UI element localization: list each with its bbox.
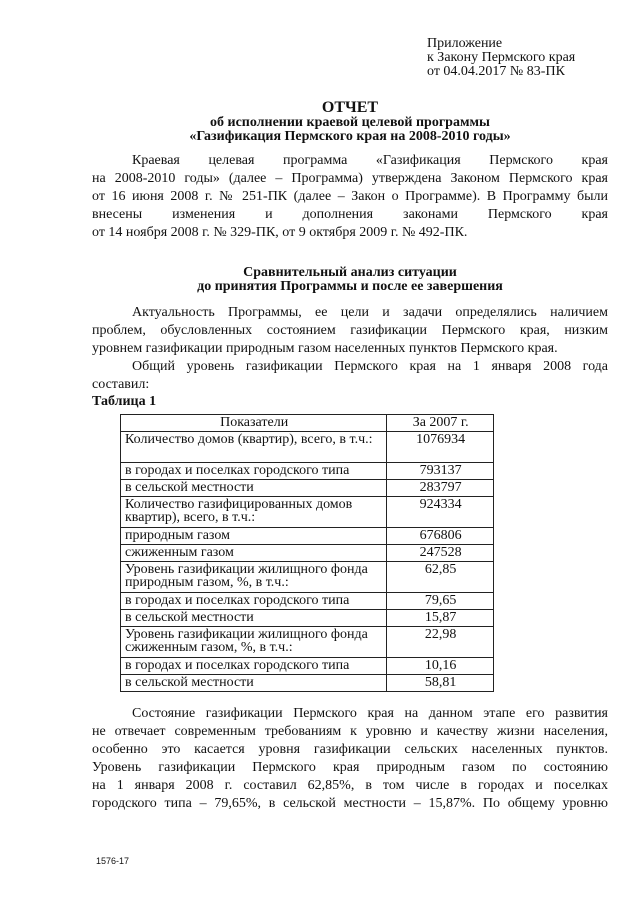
text-line: проблем, обусловленных состоянием газификации Пермского края, низким (92, 323, 608, 338)
table-cell-label: в городах и поселках городского типа (121, 463, 387, 480)
text-line: уровнем газификации природным газом населенных пунктов Пермского края. (92, 341, 558, 356)
table-row (121, 463, 494, 480)
table-cell-label: в сельской местности (121, 480, 387, 497)
table-row (121, 432, 494, 463)
table-row (121, 593, 494, 610)
table-cell-label: сжиженным газом (121, 545, 387, 562)
table-cell-value: 15,87 (387, 610, 494, 627)
gasification-table (120, 414, 494, 692)
section-title-line: Сравнительный анализ ситуации (243, 265, 457, 280)
text-line: Актуальность Программы, ее цели и задачи определялись наличием (132, 305, 608, 320)
text-line: от 14 ноября 2008 г. № 329-ПК, от 9 октября 2009 г. № 492-ПК. (92, 225, 468, 240)
table-cell-label: Уровень газификации жилищного фонда природным газом, %, в т.ч.: (121, 562, 387, 593)
table-cell-value: 924334 (387, 497, 494, 528)
text-line: составил: (92, 377, 150, 392)
report-title-line: об исполнении краевой целевой программы (210, 115, 490, 130)
text-line: на 1 января 2008 г. составил 62,85%, в том числе в городах и поселках (92, 778, 608, 793)
table-cell-value: 676806 (387, 528, 494, 545)
table-cell-label: в сельской местности (121, 610, 387, 627)
conclusion-paragraph (92, 705, 608, 813)
appendix-line: Приложение (427, 36, 503, 51)
table-row (121, 658, 494, 675)
report-title-main: ОТЧЕТ (321, 99, 379, 116)
table-row (121, 528, 494, 545)
table-cell-value: 283797 (387, 480, 494, 497)
table-cell-label: природным газом (121, 528, 387, 545)
table-cell-label: в городах и поселках городского типа (121, 658, 387, 675)
table-header-cell: За 2007 г. (387, 415, 494, 432)
table-cell-value: 22,98 (387, 627, 494, 658)
table-row (121, 675, 494, 692)
table-cell-label: Количество домов (квартир), всего, в т.ч.: (121, 432, 387, 463)
intro-paragraph (92, 152, 608, 242)
section-title-line: до принятия Программы и после ее завершения (197, 279, 503, 294)
report-title-line: «Газификация Пермского края на 2008-2010 годы» (189, 129, 511, 144)
text-line: городского типа – 79,65%, в сельской местности – 15,87%. По общему уровню (92, 796, 608, 811)
text-line: особенно это касается уровня газификации сельских населенных пунктов. (92, 742, 608, 757)
table-cell-value: 247528 (387, 545, 494, 562)
table-cell-value: 58,81 (387, 675, 494, 692)
appendix-line: к Закону Пермского края (427, 50, 576, 65)
table-header-row (121, 415, 494, 432)
text-line: внесены изменения и дополнения законами Пермского края (92, 207, 608, 222)
table-cell-value: 10,16 (387, 658, 494, 675)
text-line: Состояние газификации Пермского края на данном этапе его развития (132, 706, 608, 721)
text-line: Краевая целевая программа «Газификация Пермского края (132, 153, 608, 168)
table-cell-value: 79,65 (387, 593, 494, 610)
table-row (121, 627, 494, 658)
appendix-line: от 04.04.2017 № 83-ПК (427, 64, 565, 79)
section-title (92, 266, 608, 294)
table-row (121, 610, 494, 627)
table-row (121, 562, 494, 593)
table-cell-value: 793137 (387, 463, 494, 480)
table-cell-value: 62,85 (387, 562, 494, 593)
table-cell-value: 1076934 (387, 432, 494, 463)
text-line: Общий уровень газификации Пермского края на 1 января 2008 года (132, 359, 608, 374)
table-cell-label: Уровень газификации жилищного фонда сжиженным газом, %, в т.ч.: (121, 627, 387, 658)
text-line: Уровень газификации Пермского края природным газом по состоянию (92, 760, 608, 775)
table-cell-label: в городах и поселках городского типа (121, 593, 387, 610)
appendix-header (427, 37, 627, 79)
table-row (121, 545, 494, 562)
table-row (121, 480, 494, 497)
table-cell-label: в сельской местности (121, 675, 387, 692)
section-paragraph-2 (92, 358, 608, 394)
text-line: на 2008-2010 годы» (далее – Программа) утверждена Законом Пермского края (92, 171, 608, 186)
table-caption: Таблица 1 (92, 394, 157, 409)
table-row (121, 497, 494, 528)
document-code: 1576-17 (96, 856, 130, 866)
table-cell-label: Количество газифицированных домов квартир), всего, в т.ч.: (121, 497, 387, 528)
report-title (90, 100, 610, 144)
table-header-cell: Показатели (121, 415, 387, 432)
text-line: от 16 июня 2008 г. № 251-ПК (далее – Закон о Программе). В Программу были (92, 189, 608, 204)
section-paragraph-1 (92, 304, 608, 358)
text-line: не отвечает современным требованиям к уровню и качеству жизни населения, (92, 724, 608, 739)
